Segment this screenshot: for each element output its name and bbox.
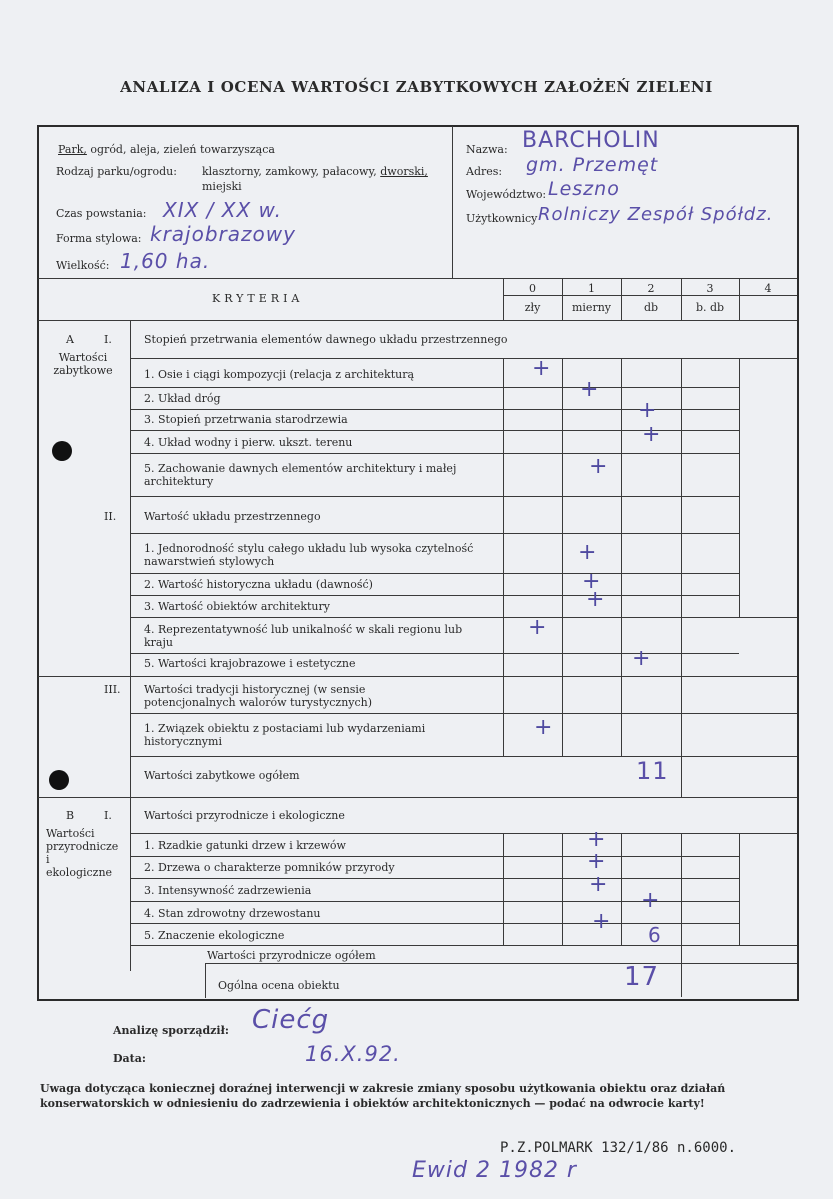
section-a-letter: A (66, 333, 74, 346)
a-ii-5: 5. Wartości krajobrazowe i estetyczne (144, 657, 356, 670)
divider (130, 533, 739, 534)
a-ii-3: 3. Wartość obiektów architektury (144, 600, 330, 613)
score-mark: + (589, 454, 608, 479)
a-i-3: 3. Stopień przetrwania starodrzewia (144, 413, 348, 426)
score-mark: + (638, 398, 657, 423)
score-name-1: mierny (571, 301, 611, 314)
punch-hole (49, 770, 69, 790)
users-value: Rolniczy Zespół Spółdz. (538, 204, 774, 225)
prepared-label: Analizę sporządził: (113, 1024, 229, 1037)
date-label: Data: (113, 1052, 146, 1065)
b-i-title: Wartości przyrodnicze i ekologiczne (144, 809, 345, 822)
size-label: Wielkość: (56, 259, 110, 272)
score-0: 0 (529, 282, 536, 295)
score-mark: + (587, 849, 606, 874)
divider (621, 833, 622, 946)
score-mark: + (642, 422, 661, 447)
a-iii-title: Wartości tradycji historycznej (w sensie potencjonalnych walorów turystycznych) (144, 683, 373, 709)
divider (130, 945, 797, 946)
a-ii-4: 4. Reprezentatywność lub unikalność w skali regionu lub kraju (144, 623, 463, 649)
handwritten-bottom: Ewid 2 1982 r (412, 1158, 577, 1183)
divider (739, 358, 740, 618)
divider (130, 617, 797, 618)
size-value: 1,60 ha. (120, 249, 211, 273)
kind-options (202, 165, 428, 178)
score-4: 4 (764, 282, 772, 295)
divider (38, 676, 797, 677)
time-value: XIX / XX w. (163, 198, 282, 222)
a-i-title: Stopień przetrwania elementów dawnego układu przestrzennego (144, 333, 508, 346)
divider (562, 833, 563, 946)
score-name-3: b. db (695, 301, 725, 314)
overall-value: 17 (624, 962, 660, 992)
voiv-value: Leszno (548, 178, 620, 200)
score-mark: + (532, 356, 551, 381)
b-i-2: 2. Drzewa o charakterze pomników przyrody (144, 861, 395, 874)
score-mark: + (641, 888, 660, 913)
a-total-value: 11 (636, 757, 669, 785)
header-type (58, 143, 275, 156)
divider (681, 358, 682, 798)
divider (130, 496, 739, 497)
a-iii-1: 1. Związek obiektu z postaciami lub wydarzeniami historycznymi (144, 722, 426, 748)
b-i-1: 1. Rzadkie gatunki drzew i krzewów (144, 839, 346, 852)
a-i-1: 1. Osie i ciągi kompozycji (relacja z architekturą (144, 368, 415, 381)
a-ii-title: Wartość układu przestrzennego (144, 510, 321, 523)
kind-opt1: klasztorny, zamkowy, pałacowy, (202, 165, 377, 178)
a-ii-2: 2. Wartość historyczna układu (dawność) (144, 578, 373, 591)
kind-opt3: miejski (202, 180, 242, 193)
roman-a-i: I. (104, 333, 112, 346)
score-mark: + (632, 646, 651, 671)
divider (205, 963, 797, 964)
intervention-note: Uwaga dotycząca koniecznej doraźnej interwencji w zakresie zmiany sposobu użytkowania obiektu oraz działań konserwatorskich w odniesieniu do zadrzewienia i obiektów architektonicznych — podać na odwrocie karty! (40, 1082, 726, 1110)
b-i-4: 4. Stan zdrowotny drzewostanu (144, 907, 321, 920)
score-mark: + (582, 569, 601, 594)
kind-opt2: dworski, (380, 165, 428, 178)
score-mark: + (592, 909, 611, 934)
overall-label: Ogólna ocena obiektu (218, 979, 340, 992)
print-code: P.Z.POLMARK 132/1/86 n.6000. (500, 1140, 737, 1156)
kind-label: Rodzaj parku/ogrodu: (56, 165, 177, 178)
b-total-label: Wartości przyrodnicze ogółem (207, 949, 376, 962)
name-value: BARCHOLIN (522, 128, 660, 153)
divider (452, 126, 453, 279)
score-mark: + (586, 587, 605, 612)
date-value: 16.X.92. (305, 1042, 401, 1066)
type-park: Park, (58, 143, 87, 156)
punch-hole (52, 441, 72, 461)
address-value: gm. Przemęt (526, 154, 659, 176)
style-label: Forma stylowa: (56, 232, 142, 245)
section-b-name: Wartości przyrodnicze i ekologiczne (46, 827, 119, 879)
divider (503, 833, 504, 946)
divider (503, 358, 504, 756)
section-a-name: Wartości zabytkowe (53, 351, 113, 377)
page-title: ANALIZA I OCENA WARTOŚCI ZABYTKOWYCH ZAŁOŻEŃ ZIELENI (120, 78, 713, 96)
score-mark: + (589, 872, 608, 897)
divider (503, 295, 797, 296)
divider (621, 358, 622, 756)
score-3: 3 (706, 282, 714, 295)
divider (130, 453, 739, 454)
voiv-label: Województwo: (466, 188, 547, 201)
divider (130, 321, 131, 971)
a-i-5: 5. Zachowanie dawnych elementów architektury i małej architektury (144, 462, 457, 488)
divider (130, 833, 797, 834)
divider (38, 797, 797, 798)
prepared-signature: Ciećg (252, 1005, 330, 1035)
criteria-label: KRYTERIA (212, 292, 304, 305)
style-value: krajobrazowy (150, 222, 296, 246)
a-total-label: Wartości zabytkowe ogółem (144, 769, 300, 782)
score-mark: + (528, 615, 547, 640)
divider (130, 595, 739, 596)
score-1: 1 (588, 282, 595, 295)
divider (130, 878, 739, 879)
divider (38, 320, 797, 321)
a-ii-1: 1. Jednorodność stylu całego układu lub wysoka czytelność nawarstwień stylowych (144, 542, 474, 568)
divider (130, 856, 739, 857)
score-mark: + (580, 377, 599, 402)
divider (205, 963, 206, 998)
divider (739, 833, 740, 946)
b-i-5: 5. Znaczenie ekologiczne (144, 929, 285, 942)
divider (681, 833, 682, 997)
divider (130, 756, 797, 757)
score-2: 2 (647, 282, 655, 295)
type-rest: ogród, aleja, zieleń towarzysząca (90, 143, 275, 156)
score-name-0: zły (524, 301, 541, 314)
roman-a-ii: II. (104, 510, 117, 523)
b-i-3: 3. Intensywność zadrzewienia (144, 884, 312, 897)
score-name-2: db (643, 301, 659, 314)
users-label: Użytkownicy (466, 212, 538, 225)
score-mark: + (587, 827, 606, 852)
divider (562, 358, 563, 756)
divider (130, 713, 797, 714)
score-mark: + (578, 540, 597, 565)
time-label: Czas powstania: (56, 207, 147, 220)
divider (38, 278, 797, 279)
score-mark: + (534, 715, 553, 740)
name-label: Nazwa: (466, 143, 508, 156)
divider (130, 387, 739, 388)
a-i-2: 2. Układ dróg (144, 392, 221, 405)
address-label: Adres: (466, 165, 503, 178)
a-i-4: 4. Układ wodny i pierw. ukszt. terenu (144, 436, 353, 449)
section-b-letter: B (66, 809, 75, 822)
roman-a-iii: III. (104, 683, 121, 696)
divider (130, 358, 797, 359)
divider (130, 573, 739, 574)
b-total-value: 6 (648, 923, 662, 947)
roman-b-i: I. (104, 809, 112, 822)
